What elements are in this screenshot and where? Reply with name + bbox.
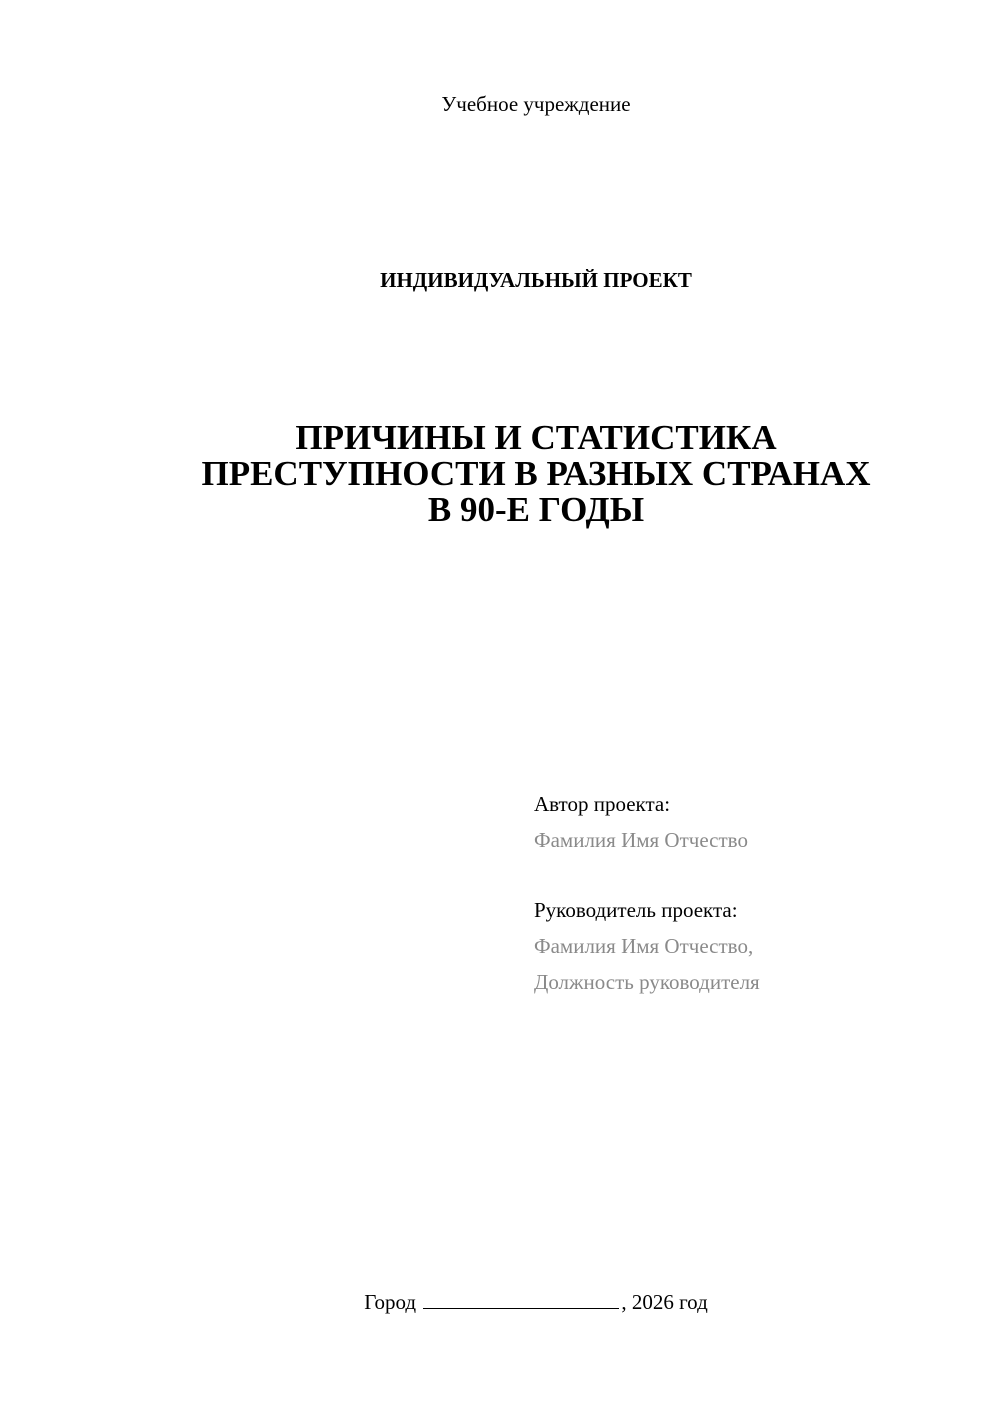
- project-title: [0, 420, 1000, 528]
- project-type-heading: ИНДИВИДУАЛЬНЫЙ ПРОЕКТ: [380, 268, 692, 292]
- city-blank-line: [423, 1290, 619, 1309]
- year-text: , 2026 год: [621, 1290, 708, 1314]
- supervisor-position: Должность руководителя: [534, 970, 760, 994]
- supervisor-label: Руководитель проекта:: [534, 898, 738, 922]
- author-name: Фамилия Имя Отчество: [534, 828, 748, 852]
- project-title-line: ПРЕСТУПНОСТИ В РАЗНЫХ СТРАНАХ: [201, 454, 871, 493]
- author-block: [534, 786, 748, 858]
- footer-city-year: [0, 1290, 1000, 1315]
- author-label: Автор проекта:: [534, 792, 671, 816]
- city-label: Город: [364, 1290, 417, 1314]
- project-title-line: ПРИЧИНЫ И СТАТИСТИКА: [295, 418, 777, 457]
- supervisor-block: [534, 892, 760, 1000]
- institution-name: Учебное учреждение: [441, 92, 631, 116]
- supervisor-name: Фамилия Имя Отчество,: [534, 934, 754, 958]
- project-title-line: В 90-Е ГОДЫ: [427, 490, 645, 529]
